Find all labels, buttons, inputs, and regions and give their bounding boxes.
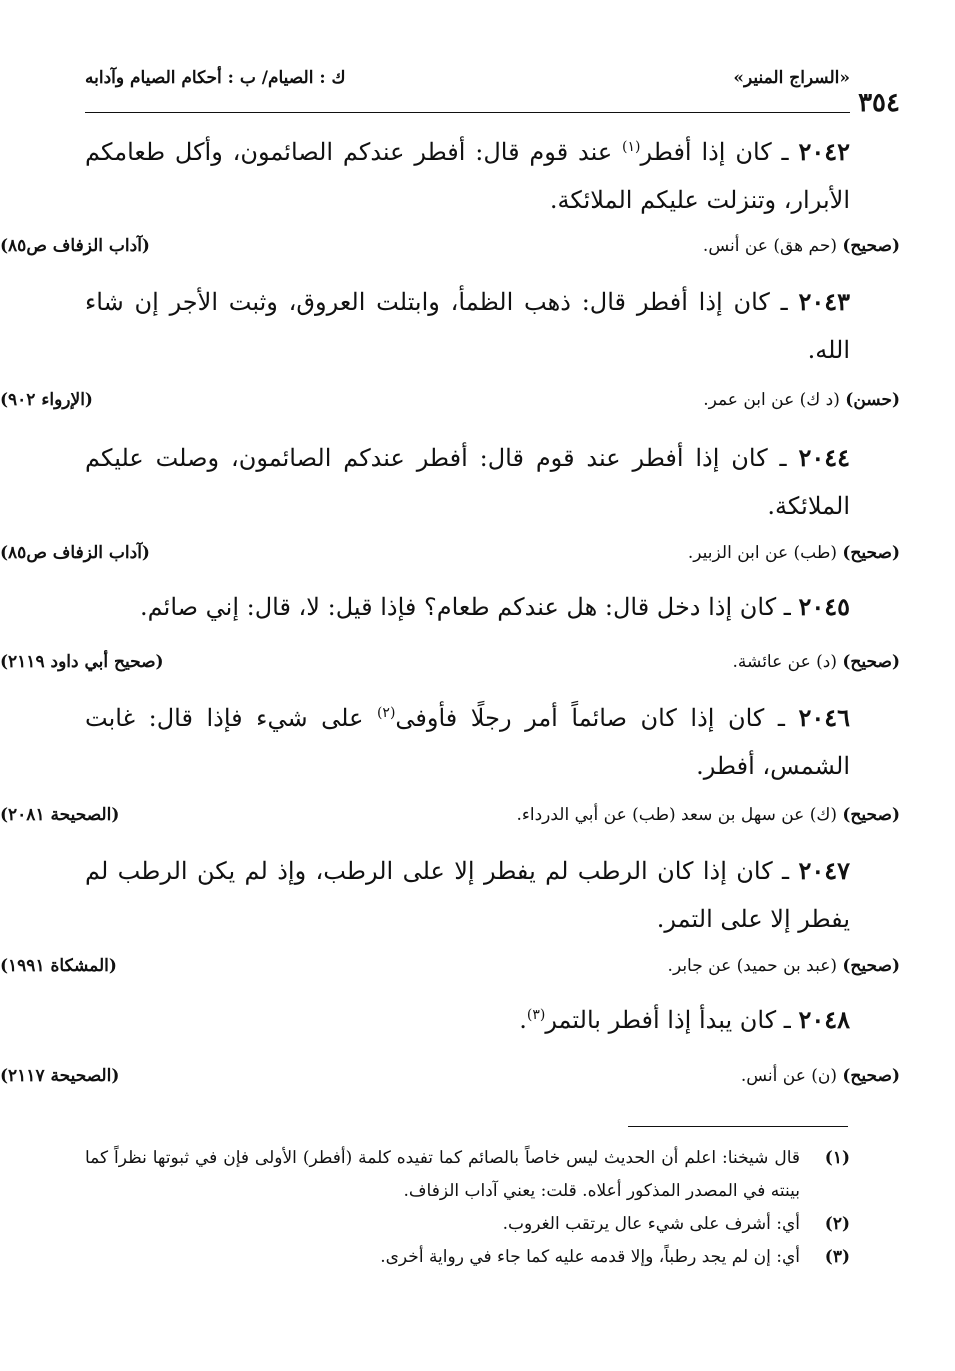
reference-citation: (صحيح أبي داود ٢١١٩) [0, 652, 164, 672]
hadith-body-cont: . [519, 1006, 527, 1034]
footnote-text: قال شيخنا: اعلم أن الحديث ليس خاصاً بالصائم كما تفيده كلمة (أفطر) الأولى فإن في ثبوتها نظراً كما بينته في المصدر المذكور أعلاه. قلت: يعني آداب الزفاف. [85, 1148, 800, 1201]
grade-label: (صحيح) [842, 236, 900, 256]
hadith-entry-2048 [85, 996, 850, 1044]
hadith-entry-2043 [85, 278, 850, 374]
hadith-entry-2042 [85, 128, 850, 224]
hadith-text [85, 278, 850, 374]
reference-citation: (آداب الزفاف ص٨٥) [0, 236, 150, 256]
running-section: ك : الصيام/ ب : أحكام الصيام وآدابه [85, 68, 346, 88]
source-text: (حم هق) عن أنس. [702, 236, 843, 256]
source-text: (ك) عن سهل بن سعد (طب) عن أبي الدرداء. [516, 805, 843, 825]
hadith-entry-2045 [85, 583, 850, 631]
footnote-text: أي: أشرف على شيء عال يرتقب الغروب. [502, 1214, 800, 1234]
hadith-body: ـ كان إذا أفطر عند قوم قال: أفطر عندكم الصائمون، وصلت عليكم الملائكة. [85, 444, 850, 520]
source-text: (طب) عن ابن الزبير. [687, 543, 843, 563]
source-text: (عبد بن حميد) عن جابر. [667, 956, 843, 976]
page-header [85, 68, 850, 100]
hadith-body: ـ كان إذا أفطر [640, 138, 799, 166]
header-divider [85, 112, 850, 113]
hadith-entry-2047 [85, 847, 850, 943]
source-text: (د) عن عائشة. [732, 652, 843, 672]
source-text: (د ك) عن ابن عمر. [703, 390, 846, 410]
hadith-text [85, 847, 850, 943]
footnote-mark: (١) [824, 1148, 850, 1168]
reference-citation: (الصحيحة ٢٠٨١) [0, 805, 120, 825]
grade-line [0, 652, 955, 684]
hadith-body: ـ كان إذا أفطر قال: ذهب الظمأ، وابتلت العروق، وثبت الأجر إن شاء الله. [85, 288, 850, 364]
footnote-item [85, 1241, 850, 1274]
footnote-ref[interactable]: (٣) [526, 1007, 546, 1023]
grade-source [733, 652, 900, 672]
grade-label: (صحيح) [842, 956, 900, 976]
hadith-number: ٢٠٤٣ [798, 287, 850, 316]
grade-label: (صحيح) [842, 652, 900, 672]
grade-line [0, 956, 955, 988]
hadith-text [85, 434, 850, 530]
footnote-mark: (٢) [824, 1214, 850, 1234]
reference-citation: (آداب الزفاف ص٨٥) [0, 543, 150, 563]
source-text: (ن) عن أنس. [740, 1066, 843, 1086]
footnote-divider [628, 1126, 848, 1127]
grade-line [0, 1066, 955, 1098]
hadith-number: ٢٠٤٢ [798, 137, 850, 166]
hadith-entry-2044 [85, 434, 850, 530]
hadith-body: ـ كان إذا كان صائماً أمر رجلًا فأوفى [395, 704, 799, 732]
running-title: «السراج المنير» [733, 68, 850, 88]
grade-label: (حسن) [845, 390, 900, 410]
grade-label: (صحيح) [842, 1066, 900, 1086]
grade-line [0, 390, 955, 422]
hadith-body-cont: عند قوم قال: أفطر عندكم الصائمون، وأكل طعامكم الأبرار، وتنزلت عليكم الملائكة. [85, 138, 850, 214]
reference-citation: (الإرواء ٩٠٢) [0, 390, 93, 410]
footnote-text: أي: إن لم يجد رطباً، وإلا قدمه عليه كما جاء في رواية أخرى. [380, 1247, 800, 1267]
hadith-number: ٢٠٤٨ [798, 1005, 850, 1034]
grade-line [0, 236, 955, 268]
hadith-body: ـ كان إذا كان الرطب لم يفطر إلا على الرطب، وإذ لم يكن الرطب لم يفطر إلا على التمر. [85, 857, 850, 933]
grade-source [703, 236, 900, 256]
grade-line [0, 543, 955, 575]
reference-citation: (المشكاة ١٩٩١) [0, 956, 117, 976]
hadith-number: ٢٠٤٥ [798, 592, 850, 621]
hadith-number: ٢٠٤٤ [798, 443, 850, 472]
grade-source [516, 805, 900, 825]
hadith-entry-2046 [85, 694, 850, 790]
hadith-body: ـ كان يبدأ إذا أفطر بالتمر [545, 1006, 799, 1034]
footnote-item [85, 1142, 850, 1208]
hadith-number: ٢٠٤٦ [798, 703, 851, 732]
hadith-body-cont: على شيء فإذا قال: غابت الشمس، أفطر. [85, 704, 850, 780]
grade-source [668, 956, 900, 976]
grade-source [688, 543, 900, 563]
page-number: ٣٥٤ [858, 88, 900, 118]
footnotes [85, 1142, 850, 1274]
hadith-text [85, 128, 850, 224]
grade-label: (صحيح) [842, 543, 900, 563]
grade-source [741, 1066, 900, 1086]
reference-citation: (الصحيحة ٢١١٧) [0, 1066, 120, 1086]
grade-source [703, 390, 900, 410]
footnote-ref[interactable]: (٢) [376, 705, 396, 721]
hadith-number: ٢٠٤٧ [798, 856, 850, 885]
hadith-text [85, 694, 850, 790]
grade-label: (صحيح) [842, 805, 900, 825]
footnote-ref[interactable]: (١) [622, 139, 641, 155]
footnote-mark: (٣) [824, 1247, 850, 1267]
hadith-body: ـ كان إذا دخل قال: هل عندكم طعام؟ فإذا قيل: لا، قال: إني صائم. [140, 593, 799, 621]
footnote-item [85, 1208, 850, 1241]
grade-line [0, 805, 955, 837]
hadith-text [85, 583, 850, 631]
hadith-text [85, 996, 850, 1044]
